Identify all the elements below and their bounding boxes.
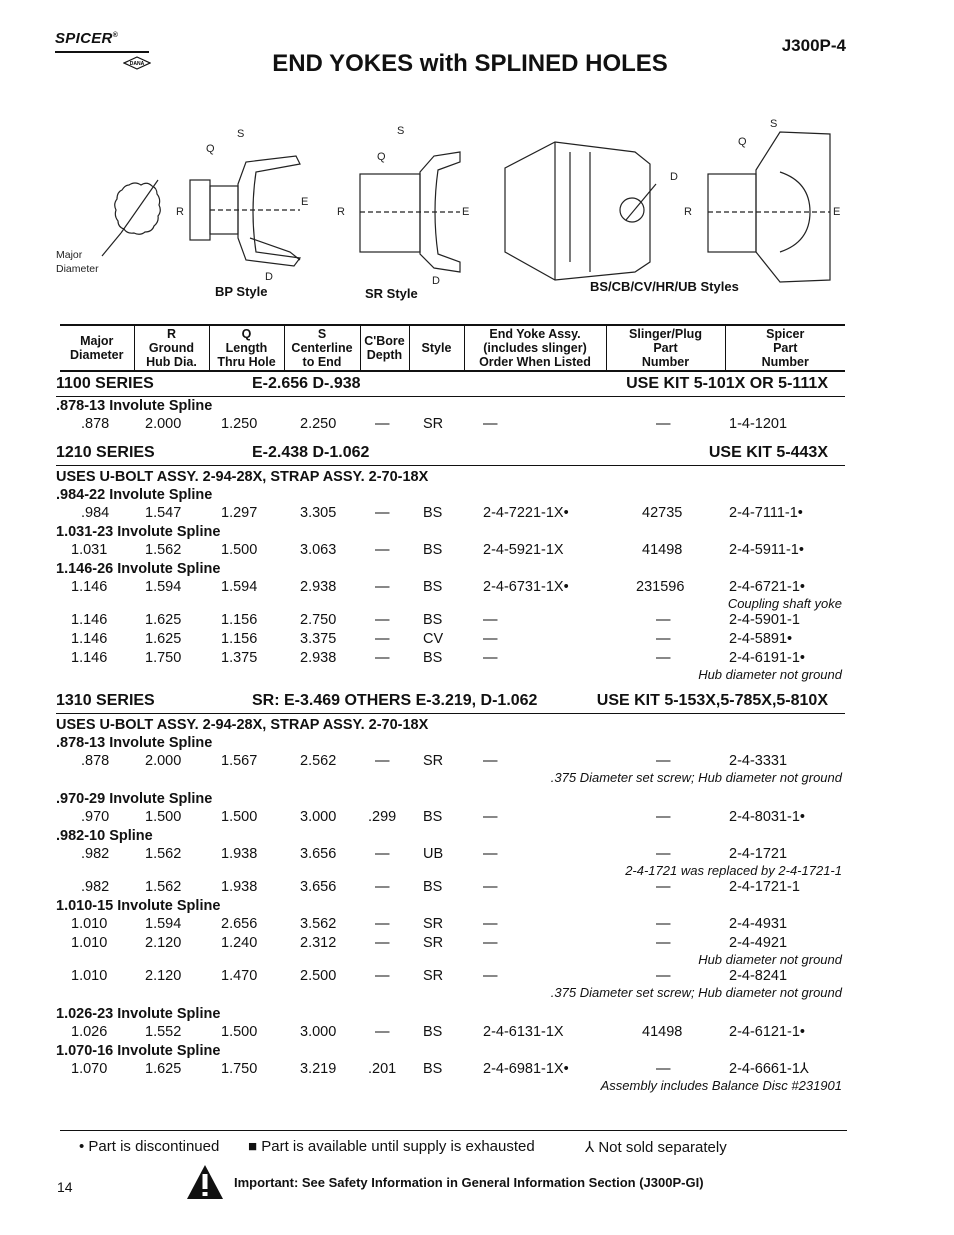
table-cell: 2-4-5891• — [729, 631, 793, 647]
series-dims: E-2.438 D-1.062 — [252, 444, 370, 461]
column-header-line: Centerline — [291, 341, 353, 355]
table-cell: 41498 — [642, 542, 683, 558]
table-cell: 2-4-1721 — [729, 846, 788, 862]
table-cell: — — [375, 879, 390, 895]
table-cell: — — [375, 916, 390, 932]
table-cell: SR — [423, 916, 444, 932]
table-cell: 3.063 — [300, 542, 337, 558]
table-cell: 2-4-1721-1 — [729, 879, 800, 895]
table-cell: BS — [423, 612, 443, 628]
table-cell: .201 — [368, 1061, 397, 1077]
series-header-1210 — [56, 442, 845, 466]
table-cell: — — [656, 809, 671, 825]
table-cell: 1.010 — [71, 968, 108, 984]
table-cell: 1.500 — [221, 1024, 258, 1040]
table-cell: — — [483, 753, 498, 769]
table-cell: — — [483, 650, 498, 666]
table-cell: — — [656, 650, 671, 666]
spline-group: .878-13 Involute Spline — [56, 735, 213, 751]
badge-text: DANA — [129, 61, 145, 67]
table-cell: 2-4-7221-1X• — [483, 505, 569, 521]
table-cell: 2.000 — [145, 753, 182, 769]
table-cell: — — [483, 846, 498, 862]
col-end-yoke-assy — [464, 325, 606, 371]
spline-group: .984-22 Involute Spline — [56, 487, 213, 503]
table-cell: 2-4-8241 — [729, 968, 788, 984]
table-row — [56, 967, 845, 986]
table-row — [56, 504, 845, 523]
table-cell: 2-4-6661-1⅄ — [729, 1061, 809, 1077]
table-cell: — — [656, 916, 671, 932]
table-cell: 2.250 — [300, 416, 337, 432]
table-cell: 2.938 — [300, 650, 337, 666]
sr-dim-r: R — [337, 206, 345, 218]
table-cell: .984 — [81, 505, 110, 521]
table-cell: 2.562 — [300, 753, 337, 769]
spline-group: 1.031-23 Involute Spline — [56, 524, 221, 540]
column-header-line: Q — [241, 327, 252, 341]
table-cell: — — [483, 968, 498, 984]
table-cell: 1.146 — [71, 579, 108, 595]
table-cell: — — [483, 631, 498, 647]
safety-notice: Important: See Safety Information in General Information Section (J300P-GI) — [234, 1175, 704, 1190]
table-cell: 1.594 — [221, 579, 258, 595]
table-cell: — — [656, 935, 671, 951]
table-cell: 1.625 — [145, 612, 182, 628]
spline-group: 1.010-15 Involute Spline — [56, 898, 221, 914]
table-cell: BS — [423, 1024, 443, 1040]
table-cell: 1.010 — [71, 916, 108, 932]
column-header-line: Order When Listed — [479, 355, 591, 369]
table-cell: 42735 — [642, 505, 683, 521]
series-dims: E-2.656 D-.938 — [252, 375, 361, 392]
column-header-line: Hub Dia. — [146, 355, 197, 369]
page-title: END YOKES with SPLINED HOLES — [272, 50, 668, 77]
uses-note: USES U-BOLT ASSY. 2-94-28X, STRAP ASSY. 2-70-18X — [56, 469, 429, 485]
bp-dim-d: D — [265, 271, 273, 283]
legend-not-sold: ⅄ Not sold separately — [585, 1139, 727, 1156]
table-cell: 1.375 — [221, 650, 258, 666]
table-cell: 2-4-5921-1X — [483, 542, 564, 558]
table-cell: 2-4-6131-1X — [483, 1024, 564, 1040]
table-cell: 2-4-3331 — [729, 753, 788, 769]
table-cell: 3.562 — [300, 916, 337, 932]
col-s-centerline — [284, 325, 360, 371]
sr-dim-d: D — [432, 275, 440, 287]
table-cell: — — [375, 579, 390, 595]
series-header-1100 — [56, 373, 845, 397]
table-row — [56, 611, 845, 630]
col-spicer-part — [725, 325, 845, 371]
table-row — [56, 415, 845, 434]
table-cell: .878 — [81, 416, 110, 432]
table-cell: CV — [423, 631, 444, 647]
col-cbore-depth — [360, 325, 409, 371]
table-cell: 1.031 — [71, 542, 108, 558]
bs-dim-d: D — [670, 171, 678, 183]
table-cell: 1.562 — [145, 846, 182, 862]
table-row — [56, 934, 845, 953]
yoke-drawings — [50, 112, 850, 302]
yoke-drawings-svg — [50, 112, 850, 302]
column-header-line: (includes slinger) — [483, 341, 587, 355]
column-header-line: Thru Hole — [217, 355, 276, 369]
bs-dim-e: E — [833, 206, 841, 218]
table-row — [56, 630, 845, 649]
table-cell: 1-4-1201 — [729, 416, 788, 432]
table-cell: — — [483, 879, 498, 895]
row-note: Hub diameter not ground — [698, 952, 842, 967]
table-cell: — — [656, 631, 671, 647]
table-cell: 2-4-4921 — [729, 935, 788, 951]
table-cell: — — [375, 1024, 390, 1040]
column-header-line: Diameter — [70, 348, 124, 362]
major-label: Major — [56, 249, 83, 261]
table-cell: — — [375, 935, 390, 951]
col-r-ground-hub — [134, 325, 209, 371]
table-cell: — — [483, 809, 498, 825]
column-header-line: Part — [653, 341, 678, 355]
table-cell: — — [483, 916, 498, 932]
sr-dim-e: E — [462, 206, 470, 218]
table-row — [56, 845, 845, 864]
series-name: 1310 SERIES — [56, 692, 155, 709]
table-cell: 1.562 — [145, 542, 182, 558]
table-cell: 1.500 — [145, 809, 182, 825]
table-cell: 2.750 — [300, 612, 337, 628]
table-cell: 1.547 — [145, 505, 182, 521]
bp-dim-r: R — [176, 206, 184, 218]
table-cell: 1.625 — [145, 1061, 182, 1077]
table-cell: BS — [423, 650, 443, 666]
table-cell: — — [375, 753, 390, 769]
table-cell: — — [375, 968, 390, 984]
table-cell: 2-4-6981-1X• — [483, 1061, 569, 1077]
table-cell: 1.938 — [221, 846, 258, 862]
table-cell: 1.156 — [221, 631, 258, 647]
column-header-line: Number — [761, 355, 809, 369]
bs-style-label: BS/CB/CV/HR/UB Styles — [590, 279, 739, 294]
table-cell: .299 — [368, 809, 397, 825]
table-cell: 2.656 — [221, 916, 258, 932]
table-cell: 1.625 — [145, 631, 182, 647]
column-header-line: End Yoke Assy. — [489, 327, 581, 341]
uses-note: USES U-BOLT ASSY. 2-94-28X, STRAP ASSY. 2-70-18X — [56, 717, 429, 733]
row-note: Assembly includes Balance Disc #231901 — [600, 1078, 842, 1093]
table-cell: — — [375, 542, 390, 558]
sr-style-label: SR Style — [365, 286, 418, 301]
col-style — [409, 325, 464, 371]
table-cell: 1.240 — [221, 935, 258, 951]
bp-dim-e: E — [301, 196, 309, 208]
table-cell: — — [483, 416, 498, 432]
warning-triangle-icon — [186, 1164, 224, 1200]
table-cell: 1.146 — [71, 612, 108, 628]
col-major-diameter — [60, 325, 134, 371]
table-cell: 1.594 — [145, 579, 182, 595]
column-header-line: S — [317, 327, 327, 341]
table-cell: 2-4-6731-1X• — [483, 579, 569, 595]
series-name: 1210 SERIES — [56, 444, 155, 461]
table-cell: .970 — [81, 809, 110, 825]
page-number: 14 — [57, 1179, 73, 1195]
table-cell: 2.000 — [145, 416, 182, 432]
table-cell: 1.500 — [221, 809, 258, 825]
table-cell: — — [375, 416, 390, 432]
table-cell: 2-4-6121-1• — [729, 1024, 806, 1040]
spline-group: .878-13 Involute Spline — [56, 398, 213, 414]
column-header-line: Length — [225, 341, 268, 355]
table-cell: 1.567 — [221, 753, 258, 769]
table-row — [56, 808, 845, 827]
spline-group: .970-29 Involute Spline — [56, 791, 213, 807]
legend-discontinued: • Part is discontinued — [79, 1138, 220, 1155]
bp-dim-q: Q — [206, 143, 215, 155]
sr-dim-s: S — [397, 125, 405, 137]
column-header-line: Number — [641, 355, 690, 369]
table-cell: — — [375, 650, 390, 666]
diameter-label: Diameter — [56, 263, 99, 275]
table-cell: — — [656, 879, 671, 895]
row-note: Hub diameter not ground — [698, 667, 842, 682]
table-cell: 1.594 — [145, 916, 182, 932]
footer-rule — [60, 1130, 847, 1131]
table-cell: — — [375, 505, 390, 521]
col-slinger-plug — [606, 325, 725, 371]
table-cell: 2.500 — [300, 968, 337, 984]
column-header-line: Depth — [366, 348, 403, 362]
series-header-1310 — [56, 690, 845, 714]
table-cell: 2-4-8031-1• — [729, 809, 806, 825]
table-cell: — — [483, 612, 498, 628]
table-cell: — — [375, 631, 390, 647]
table-cell: 3.656 — [300, 879, 337, 895]
column-header-line: Major — [80, 334, 114, 348]
table-row — [56, 541, 845, 560]
row-note: 2-4-1721 was replaced by 2-4-1721-1 — [625, 863, 842, 878]
table-cell: — — [375, 846, 390, 862]
bs-dim-s: S — [770, 118, 778, 130]
sr-dim-q: Q — [377, 151, 386, 163]
row-note: .375 Diameter set screw; Hub diameter not ground — [550, 985, 842, 1000]
table-cell: BS — [423, 1061, 443, 1077]
table-cell: 1.562 — [145, 879, 182, 895]
table-cell: 1.750 — [145, 650, 182, 666]
table-cell: 1.250 — [221, 416, 258, 432]
column-header-line: C'Bore — [364, 334, 405, 348]
table-cell: 1.156 — [221, 612, 258, 628]
parts-listing — [56, 373, 845, 1093]
table-cell: SR — [423, 935, 444, 951]
table-row — [56, 915, 845, 934]
table-cell: .982 — [81, 846, 110, 862]
legend-supply: ■ Part is available until supply is exhausted — [248, 1138, 535, 1155]
row-note: .375 Diameter set screw; Hub diameter not ground — [550, 770, 842, 785]
column-header-line: Ground — [148, 341, 195, 355]
bp-dim-s: S — [237, 128, 245, 140]
table-cell: 1.938 — [221, 879, 258, 895]
table-row — [56, 649, 845, 668]
series-kit: USE KIT 5-101X OR 5-111X — [626, 375, 828, 392]
table-cell: — — [656, 753, 671, 769]
series-dims: SR: E-3.469 OTHERS E-3.219, D-1.062 — [252, 692, 538, 709]
brand-name: SPICER — [55, 30, 113, 47]
table-cell: UB — [423, 846, 444, 862]
table-cell: SR — [423, 968, 444, 984]
table-cell: 41498 — [642, 1024, 683, 1040]
table-cell: 3.375 — [300, 631, 337, 647]
table-cell: 2-4-7111-1• — [729, 505, 803, 521]
table-cell: — — [375, 612, 390, 628]
table-cell: 2-4-6191-1• — [729, 650, 806, 666]
table-row — [56, 878, 845, 897]
table-cell: BS — [423, 579, 443, 595]
bs-dim-r: R — [684, 206, 692, 218]
table-cell: — — [483, 935, 498, 951]
column-header-line: Style — [421, 341, 452, 355]
bp-style-label: BP Style — [215, 284, 268, 299]
table-cell: .982 — [81, 879, 110, 895]
spline-group: .982-10 Spline — [56, 828, 153, 844]
bs-dim-q: Q — [738, 136, 747, 148]
table-cell: 1.297 — [221, 505, 258, 521]
column-header-line: Slinger/Plug — [629, 327, 702, 341]
table-cell: BS — [423, 879, 443, 895]
table-cell: 231596 — [636, 579, 685, 595]
table-cell: BS — [423, 542, 443, 558]
spline-group: 1.146-26 Involute Spline — [56, 561, 221, 577]
table-cell: 1.750 — [221, 1061, 258, 1077]
series-name: 1100 SERIES — [56, 375, 154, 392]
table-cell: 3.000 — [300, 1024, 337, 1040]
table-cell: 3.000 — [300, 809, 337, 825]
table-cell: 2-4-5901-1 — [729, 612, 800, 628]
table-cell: 1.070 — [71, 1061, 108, 1077]
spline-group: 1.026-23 Involute Spline — [56, 1006, 221, 1022]
table-cell: 2.312 — [300, 935, 337, 951]
table-cell: 3.656 — [300, 846, 337, 862]
table-cell: 2-4-4931 — [729, 916, 788, 932]
table-cell: .878 — [81, 753, 110, 769]
table-cell: 1.552 — [145, 1024, 182, 1040]
spline-group: 1.070-16 Involute Spline — [56, 1043, 221, 1059]
table-row — [56, 1060, 845, 1079]
row-note: Coupling shaft yoke — [727, 596, 842, 611]
table-cell: 1.146 — [71, 631, 108, 647]
table-row — [56, 578, 845, 597]
column-header-line: to End — [302, 355, 342, 369]
column-header-table — [60, 324, 845, 372]
table-cell: 1.470 — [221, 968, 258, 984]
table-cell: 1.146 — [71, 650, 108, 666]
table-cell: 2.120 — [145, 935, 182, 951]
table-cell: 1.500 — [221, 542, 258, 558]
table-cell: 1.026 — [71, 1024, 108, 1040]
column-header-line: Spicer — [766, 327, 805, 341]
table-cell: — — [656, 1061, 671, 1077]
column-header-line: R — [166, 327, 177, 341]
series-kit: USE KIT 5-443X — [708, 444, 828, 461]
table-cell: 2-4-5911-1• — [729, 542, 804, 558]
table-cell: 3.305 — [300, 505, 337, 521]
table-cell: — — [656, 416, 671, 432]
table-cell: SR — [423, 416, 444, 432]
table-cell: SR — [423, 753, 444, 769]
table-row — [56, 752, 845, 771]
table-cell: 2-4-6721-1• — [729, 579, 806, 595]
brand-mark: ® — [112, 32, 119, 39]
column-header-line: Part — [773, 341, 798, 355]
series-kit: USE KIT 5-153X,5-785X,5-810X — [596, 692, 828, 709]
table-cell: 1.010 — [71, 935, 108, 951]
table-cell: — — [656, 612, 671, 628]
table-cell: 2.120 — [145, 968, 182, 984]
table-cell: — — [656, 968, 671, 984]
table-cell: BS — [423, 505, 443, 521]
table-cell: 2.938 — [300, 579, 337, 595]
document-code: J300P-4 — [781, 36, 846, 55]
col-q-length — [209, 325, 284, 371]
table-cell: BS — [423, 809, 443, 825]
table-cell: 3.219 — [300, 1061, 337, 1077]
table-cell: — — [656, 846, 671, 862]
table-row — [56, 1023, 845, 1042]
